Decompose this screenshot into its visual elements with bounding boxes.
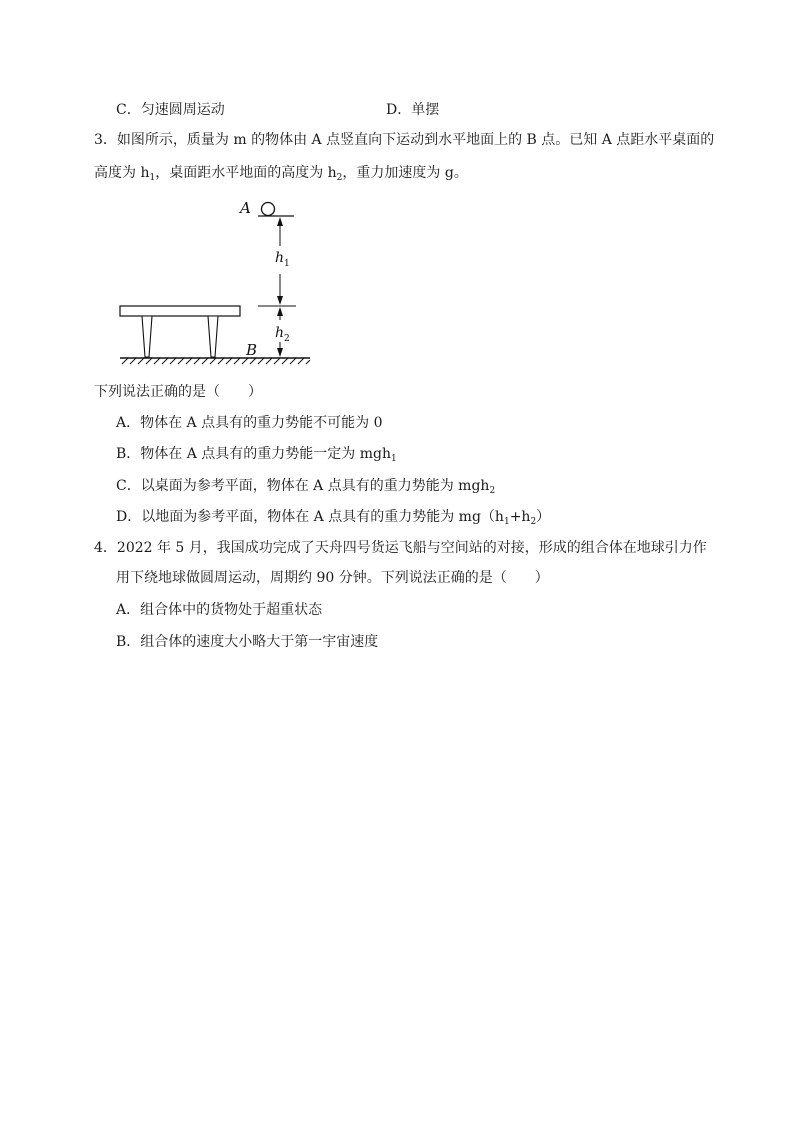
q3-figure xyxy=(116,196,316,366)
q3-prompt: 下列说法正确的是（ ） xyxy=(94,384,262,400)
q3-stem-sub2: 2 xyxy=(336,173,343,183)
q3-option-b xyxy=(116,444,397,464)
table-leg-left xyxy=(142,316,152,357)
label-b: B xyxy=(246,341,258,359)
q4-stem-line1: 4．2022 年 5 月，我国成功完成了天舟四号货运飞船与空间站的对接，形成的组合体在地球引力作 xyxy=(94,540,707,556)
object-ball xyxy=(262,203,275,216)
q4-option-a: A．组合体中的货物处于超重状态 xyxy=(116,602,323,618)
q3-option-d xyxy=(116,507,550,527)
q3-stem-line1: 3．如图所示，质量为 m 的物体由 A 点竖直向下运动到水平地面上的 B 点。已知 A 点距水平桌面的 xyxy=(94,132,715,148)
h2-arrow-up xyxy=(277,307,283,316)
label-h1: h xyxy=(275,250,285,266)
h1-arrow-down xyxy=(277,296,283,305)
h1-arrow-up xyxy=(277,217,283,226)
q3-option-d-sub2: 2 xyxy=(530,517,537,527)
q3-stem-text-b: ，桌面距水平地面的高度为 h xyxy=(155,165,337,181)
q3-stem-text-a: 高度为 h xyxy=(94,165,150,181)
q3-stem-text-c: ，重力加速度为 g。 xyxy=(342,165,468,181)
q3-option-a: A．物体在 A 点具有的重力势能不可能为 0 xyxy=(116,415,383,431)
table-leg-right xyxy=(208,316,218,357)
q3-option-b-sub: 1 xyxy=(391,454,397,464)
table-top xyxy=(120,306,240,316)
q3-option-d-sub1: 1 xyxy=(503,517,510,527)
table-height-diagram xyxy=(116,196,316,366)
q3-option-d-plus: +h xyxy=(509,509,531,525)
h2-arrow-down xyxy=(277,348,283,357)
q2-option-c: C．匀速圆周运动 xyxy=(116,102,225,118)
q4-stem-line2: 用下绕地球做圆周运动，周期约 90 分钟。下列说法正确的是（ ） xyxy=(116,570,549,586)
label-a: A xyxy=(240,199,251,217)
label-h1-sub: 1 xyxy=(284,259,290,269)
q3-option-b-text: B．物体在 A 点具有的重力势能一定为 mgh xyxy=(116,446,392,462)
q3-option-d-end: ） xyxy=(536,509,551,525)
ground-hatching xyxy=(122,358,310,364)
label-h2: h xyxy=(275,325,285,341)
q3-stem-line2 xyxy=(94,163,468,183)
q3-option-c xyxy=(116,476,495,496)
q3-option-c-sub: 2 xyxy=(489,486,496,496)
q4-option-b: B．组合体的速度大小略大于第一宇宙速度 xyxy=(116,634,379,650)
q3-option-c-text: C．以桌面为参考平面，物体在 A 点具有的重力势能为 mgh xyxy=(116,478,490,494)
q2-option-d: D．单摆 xyxy=(386,102,440,118)
q3-stem-sub1: 1 xyxy=(149,173,156,183)
label-h2-sub: 2 xyxy=(284,334,290,344)
q3-option-d-text: D．以地面为参考平面，物体在 A 点具有的重力势能为 mg（h xyxy=(116,509,504,525)
